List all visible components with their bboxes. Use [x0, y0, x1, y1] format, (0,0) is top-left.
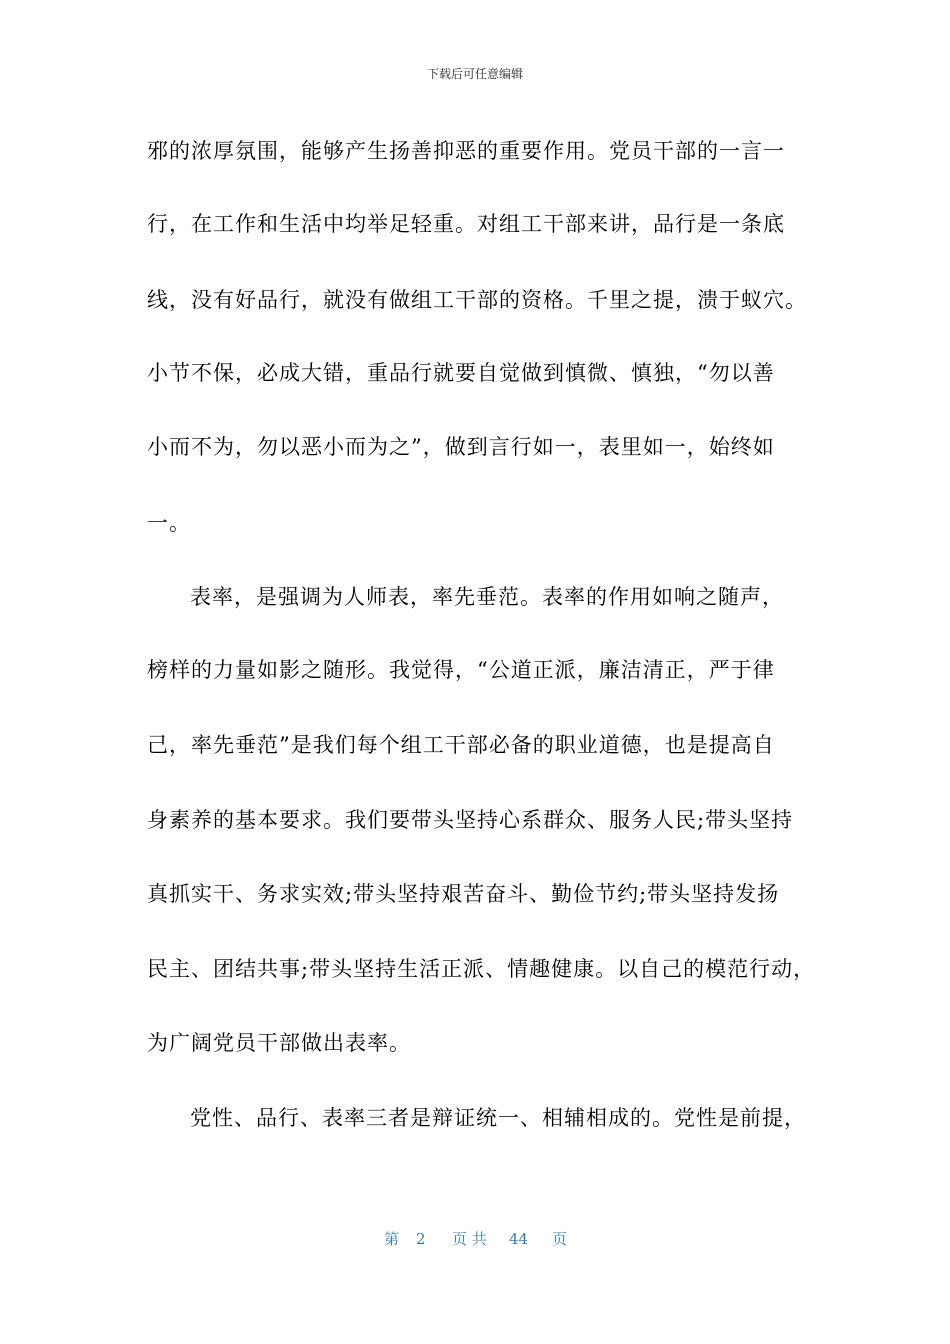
text-line: 线，没有好品行，就没有做组工干部的资格。千里之提，溃于蚁穴。: [147, 288, 807, 312]
text-line: 小节不保，必成大错，重品行就要自觉做到慎微、慎独，“勿以善: [147, 361, 775, 385]
total-page-number: 44: [509, 1230, 529, 1248]
download-note: 下载后可任意编辑: [426, 67, 523, 81]
text-line: 身素养的基本要求。我们要带头坚持心系群众、服务人民;带头坚持: [147, 808, 794, 832]
footer-di: 第: [384, 1230, 400, 1248]
text-line: 己，率先垂范”是我们每个组工干部必备的职业道德，也是提高自: [147, 733, 775, 757]
text-line: 一。: [147, 511, 191, 535]
paragraph-first-line: 表率，是强调为人师表，率先垂范。表率的作用如响之随声，: [190, 585, 784, 609]
footer-ye: 页: [552, 1230, 568, 1248]
text-line: 行，在工作和生活中均举足轻重。对组工干部来讲，品行是一条底: [147, 212, 785, 236]
footer-ye-gong: 页 共: [452, 1230, 487, 1248]
text-line: 民主、团结共事;带头坚持生活正派、情趣健康。以自己的模范行动，: [147, 957, 816, 981]
text-line: 为广阔党员干部做出表率。: [147, 1031, 411, 1055]
text-line: 真抓实干、务求实效;带头坚持艰苦奋斗、勤俭节约;带头坚持发扬: [147, 882, 780, 906]
current-page-number: 2: [416, 1230, 426, 1248]
paragraph-first-line: 党性、品行、表率三者是辩证统一、相辅相成的。党性是前提，: [190, 1106, 806, 1130]
text-line: 榜样的力量如影之随形。我觉得，“公道正派，廉洁清正，严于律: [147, 658, 775, 682]
text-line: 邪的浓厚氛围，能够产生扬善抑恶的重要作用。党员干部的一言一: [147, 139, 785, 163]
text-line: 小而不为，勿以恶小而为之”，做到言行如一，表里如一，始终如: [147, 435, 775, 459]
